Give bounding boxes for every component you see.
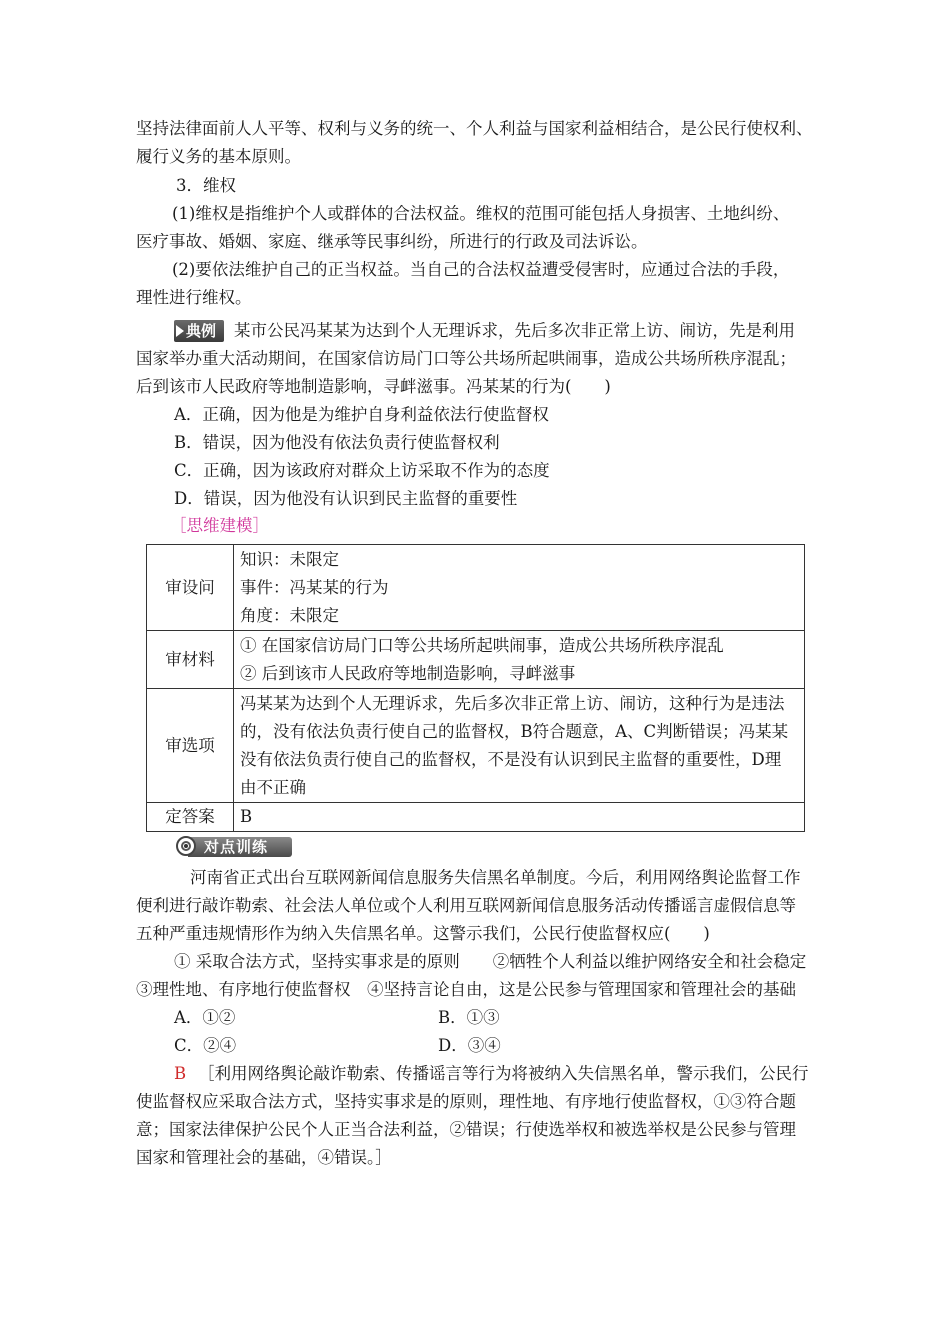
choice-d: D．③④ (438, 1036, 501, 1055)
practice-badge-label: 对点训练 (204, 838, 269, 856)
table-row (147, 803, 805, 832)
target-icon (176, 836, 196, 856)
content-line: ① 在国家信访局门口等公共场所起哄闹事，造成公共场所秩序混乱 (240, 635, 724, 655)
thinking-model-table (146, 544, 805, 832)
intro-line: 坚持法律面前人人平等、权利与义务的统一、个人利益与国家利益相结合，是公民行使权利、 (136, 119, 813, 138)
answer-letter: B (174, 1064, 187, 1083)
question-line: 国家举办重大活动期间，在国家信访局门口等公共场所起哄闹事，造成公共场所秩序混乱； (136, 349, 796, 368)
content-line: ② 后到该市人民政府等地制造影响，寻衅滋事 (240, 663, 576, 683)
explanation-line: 使监督权应采取合法方式，坚持实事求是的原则，理性地、有序地行使监督权，①③符合题 (136, 1092, 796, 1111)
question-line: 五种严重违规情形作为纳入失信黑名单。这警示我们，公民行使监督权应( ) (136, 924, 710, 943)
content-line: 由不正确 (240, 777, 306, 797)
option-d: D．错误，因为他没有认识到民主监督的重要性 (174, 489, 518, 508)
row-label: 审选项 (147, 689, 234, 803)
content-line: 的，没有依法负责行使自己的监督权，B符合题意，A、C判断错误；冯某某 (240, 721, 789, 741)
question-line: 后到该市人民政府等地制造影响，寻衅滋事。冯某某的行为( ) (136, 377, 611, 396)
example-badge-label: 典例 (186, 322, 217, 340)
paragraph-line: (1)维权是指维护个人或群体的合法权益。维权的范围可能包括人身损害、土地纠纷、 (172, 204, 790, 223)
statement-line: ① 采取合法方式，坚持实事求是的原则 ②牺牲个人利益以维护网络安全和社会稳定 (174, 952, 807, 971)
row-label: 定答案 (147, 803, 234, 832)
paragraph-line: 理性进行维权。 (136, 288, 252, 307)
choice-c: C．②④ (174, 1036, 237, 1055)
content-line: 事件：冯某某的行为 (240, 577, 389, 597)
thinking-model-heading: ［思维建模］ (170, 516, 269, 535)
table-row (147, 631, 805, 689)
section-heading: 3．维权 (176, 176, 236, 195)
explanation-line: 国家和管理社会的基础，④错误。］ (136, 1148, 392, 1167)
row-content (234, 631, 805, 689)
option-a: A．正确，因为他是为维护自身利益依法行使监督权 (174, 405, 549, 424)
content-line: 没有依法负责行使自己的监督权，不是没有认识到民主监督的重要性，D理 (240, 749, 782, 769)
explanation-line: ［利用网络舆论敲诈勒索、传播谣言等行为将被纳入失信黑名单，警示我们，公民行 (198, 1064, 809, 1083)
row-content (234, 689, 805, 803)
row-content (234, 545, 805, 631)
table-row (147, 689, 805, 803)
choice-b: B．①③ (438, 1008, 500, 1027)
practice-badge (176, 836, 294, 858)
paragraph-line: (2)要依法维护自己的正当权益。当自己的合法权益遭受侵害时，应通过合法的手段， (172, 260, 790, 279)
row-label: 审材料 (147, 631, 234, 689)
content-line: 角度：未限定 (240, 605, 339, 625)
option-b: B．错误，因为他没有依法负责行使监督权利 (174, 433, 500, 452)
choice-a: A．①② (174, 1008, 236, 1027)
content-line: 冯某某为达到个人无理诉求，先后多次非正常上访、闹访，这种行为是违法 (240, 693, 785, 713)
intro-line: 履行义务的基本原则。 (136, 147, 301, 166)
table-row (147, 545, 805, 631)
play-arrow-icon (176, 325, 184, 337)
row-label: 审设问 (147, 545, 234, 631)
content-line: 知识：未限定 (240, 549, 339, 569)
paragraph-line: 医疗事故、婚姻、家庭、继承等民事纠纷，所进行的行政及司法诉讼。 (136, 232, 648, 251)
row-content (234, 803, 805, 832)
option-c: C．正确，因为该政府对群众上访采取不作为的态度 (174, 461, 550, 480)
content-line: B (240, 807, 253, 826)
example-badge (174, 320, 224, 342)
explanation-line: 意；国家法律保护公民个人正当合法利益，②错误；行使选举权和被选举权是公民参与管理 (136, 1120, 796, 1139)
question-line: 某市公民冯某某为达到个人无理诉求，先后多次非正常上访、闹访，先是利用 (234, 321, 795, 340)
question-line: 便利进行敲诈勒索、社会法人单位或个人利用互联网新闻信息服务活动传播谣言虚假信息等 (136, 896, 796, 915)
statement-line: ③理性地、有序地行使监督权 ④坚持言论自由，这是公民参与管理国家和管理社会的基础 (136, 980, 796, 999)
question-line: 河南省正式出台互联网新闻信息服务失信黑名单制度。今后，利用网络舆论监督工作 (190, 868, 801, 887)
